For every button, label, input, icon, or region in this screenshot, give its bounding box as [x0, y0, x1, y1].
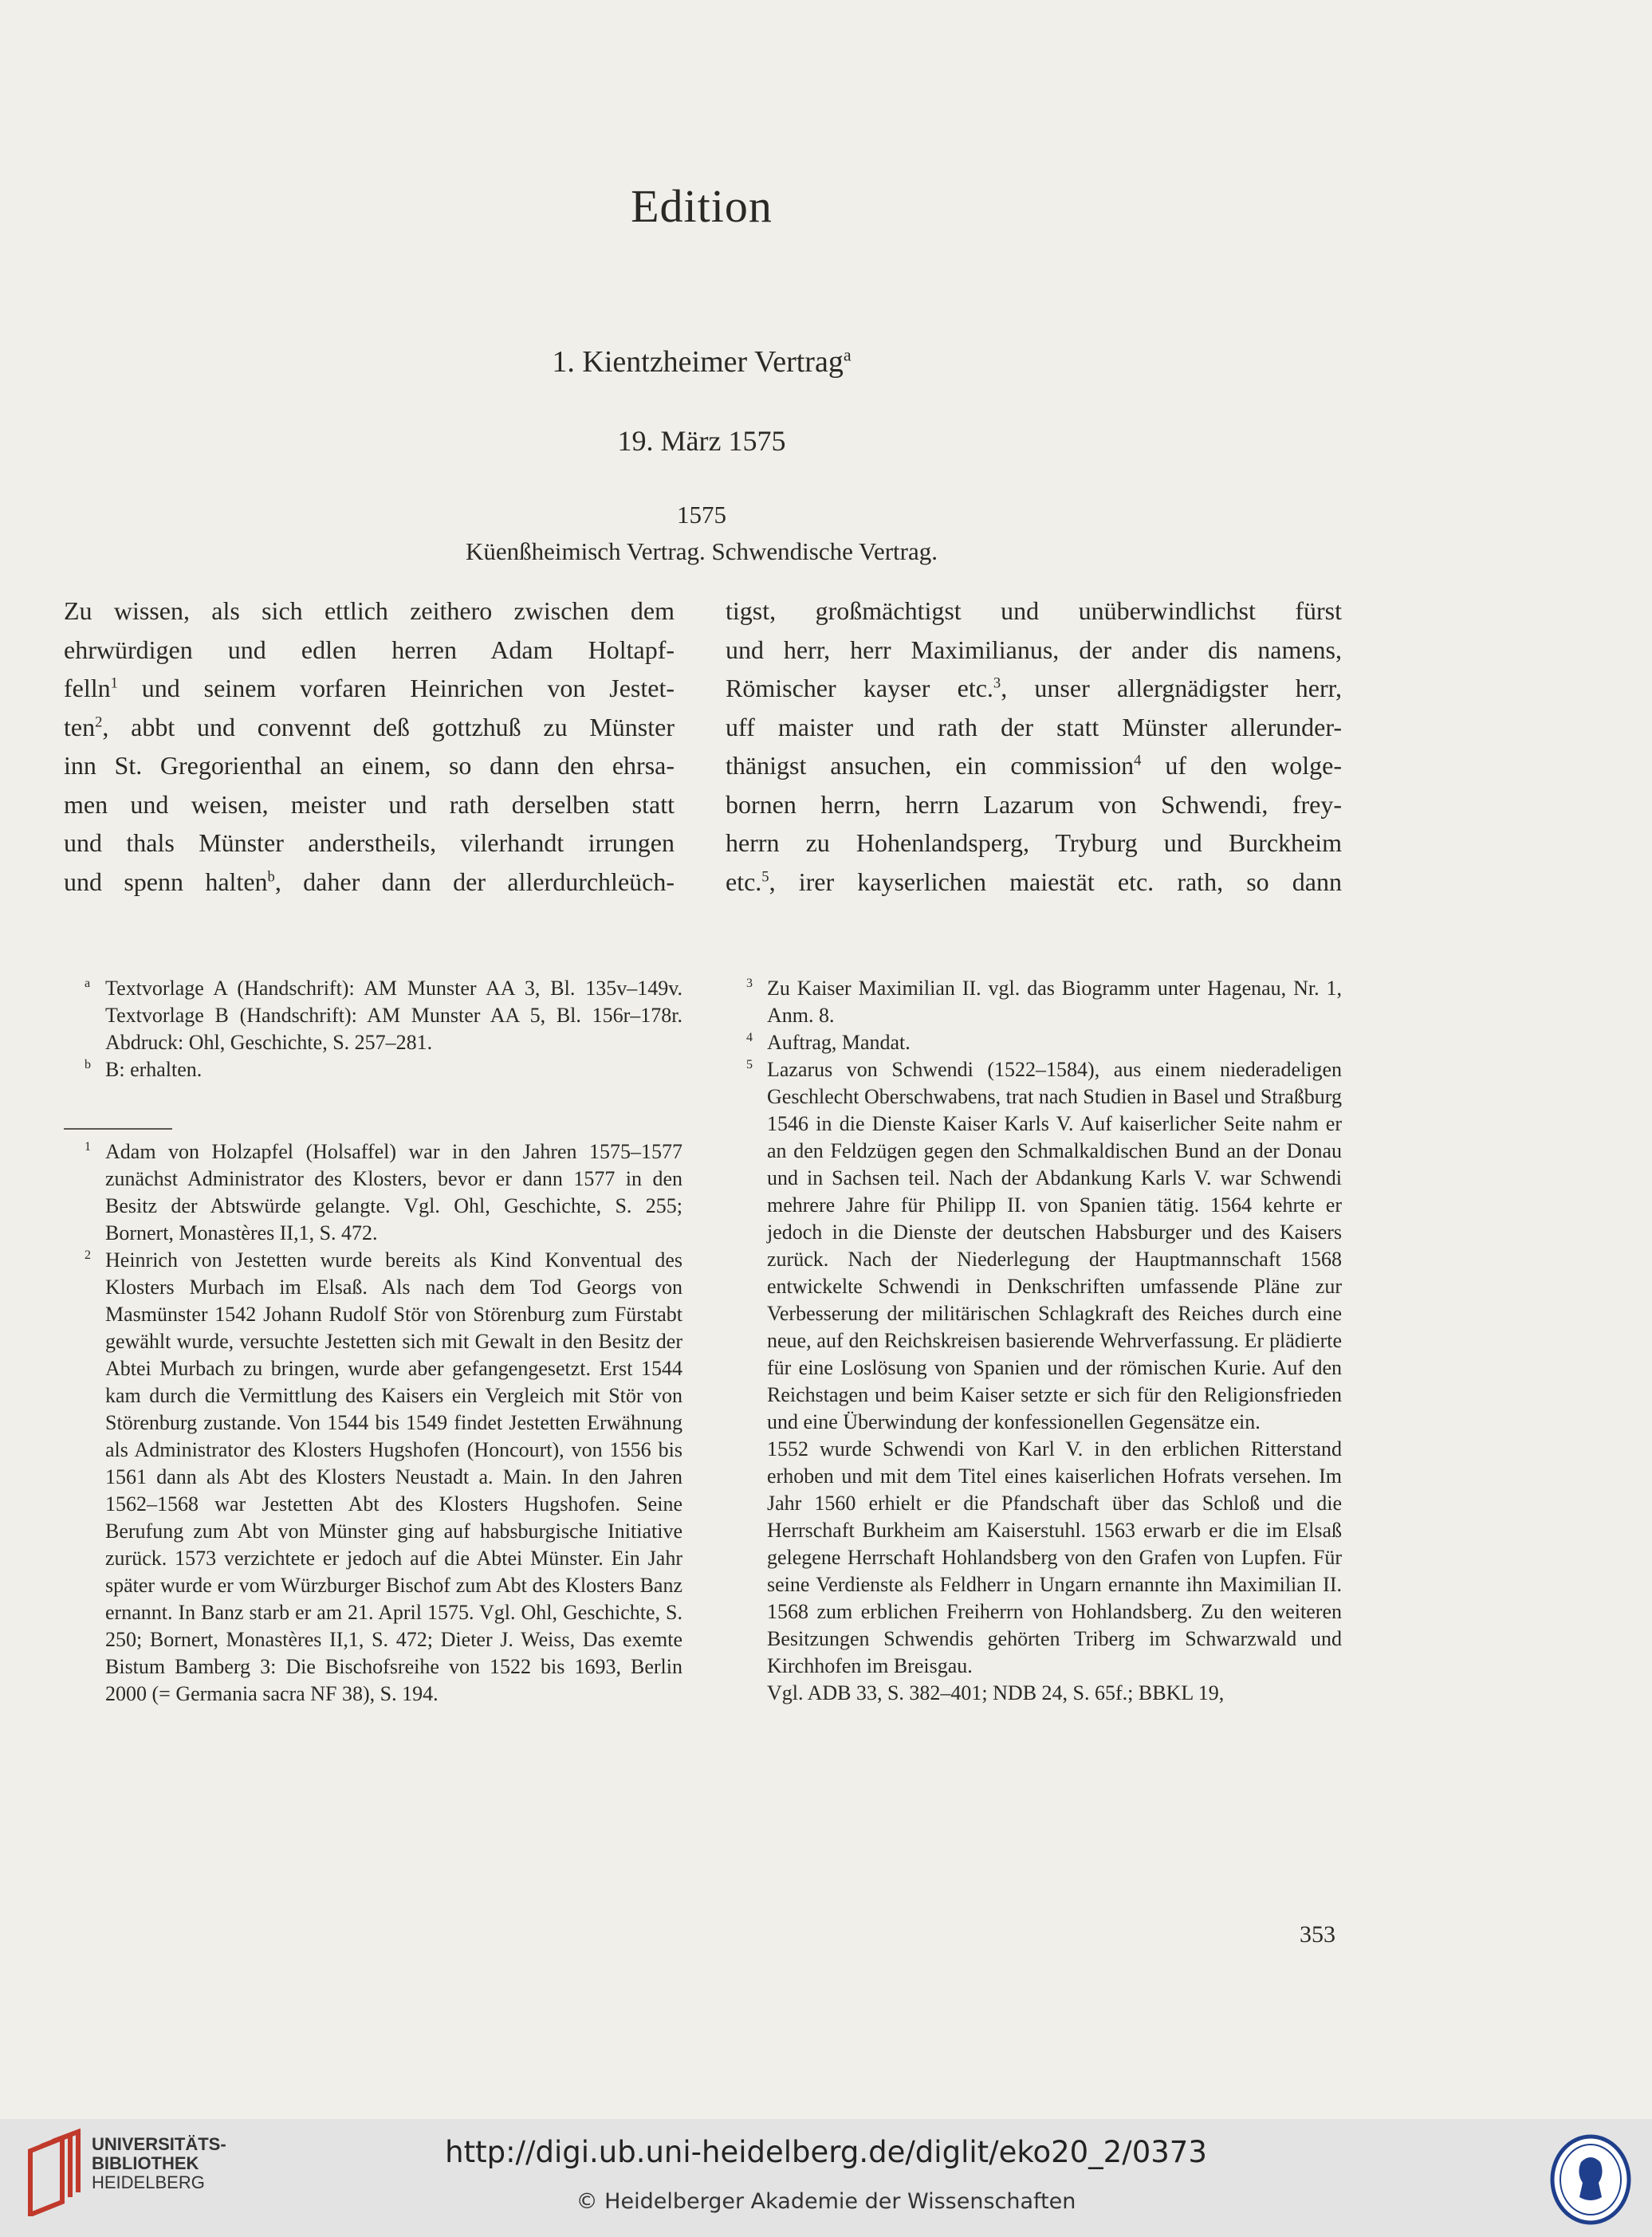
- footnote-divider: [64, 1128, 172, 1130]
- footnote-item: [64, 1056, 682, 1083]
- body-line: [64, 863, 675, 902]
- footnote-text: Adam von Holzapfel (Holsaffel) war in den Jahren 1575–1577 zunächst Administrator des Klosters, bevor er dann 1577 in den Besitz der Abtswürde gelangte. Vgl. Ohl, Geschichte, S. 255; Bornert, Monastères II,1, S. 472.: [105, 1140, 682, 1244]
- footnote-item: [726, 1680, 1342, 1707]
- line-text: ehrwürdigen und edlen herren Adam Holtapf-: [64, 635, 675, 664]
- body-line: [726, 785, 1342, 824]
- body-text-left: [64, 592, 675, 901]
- line-text: bornen herrn, herrn Lazarum von Schwendi, frey-: [726, 789, 1342, 819]
- academy-seal-icon[interactable]: [1549, 2133, 1632, 2226]
- line-text: tigst, großmächtigst und unüberwindlichst fürst: [726, 596, 1342, 625]
- line-text: men und weisen, meister und rath derselben statt: [64, 789, 675, 819]
- footnote-ref: 3: [993, 674, 1001, 692]
- line-text: felln: [64, 674, 111, 702]
- line-text: Zu wissen, als sich ettlich zeithero zwischen dem: [64, 596, 675, 625]
- logo-line-2: BIBLIOTHEK: [92, 2153, 199, 2173]
- footnote-item: [726, 1436, 1342, 1680]
- footnotes-left: [64, 1138, 682, 1708]
- body-line: [64, 708, 675, 747]
- footnote-ref: 5: [761, 867, 769, 885]
- footnote-item: [64, 1247, 682, 1708]
- footnote-item: [726, 1056, 1342, 1436]
- logo-line-3: HEIDELBERG: [92, 2172, 205, 2192]
- body-line: [726, 669, 1342, 708]
- line-text: inn St. Gregorienthal an einem, so dann den ehrsa-: [64, 751, 675, 780]
- footnote-text: Vgl. ADB 33, S. 382–401; NDB 24, S. 65f.; BBKL 19,: [767, 1681, 1225, 1704]
- footnote-ref: b: [267, 867, 275, 885]
- line-text: Römischer kayser etc.: [726, 674, 993, 702]
- body-line: [64, 592, 675, 631]
- body-line: [64, 824, 675, 863]
- footnote-item: [64, 1138, 682, 1247]
- body-line: [64, 746, 675, 785]
- footnote-item: [726, 1029, 1342, 1056]
- body-line: [64, 785, 675, 824]
- body-line: [726, 631, 1342, 670]
- copyright-notice: © Heidelberger Akademie der Wissenschaften: [576, 2189, 1076, 2214]
- line-text: uff maister und rath der statt Münster allerunder-: [726, 712, 1342, 741]
- page-title: Edition: [631, 180, 773, 232]
- line-text: und spenn halten: [64, 867, 268, 896]
- body-text-right: [726, 592, 1342, 901]
- line-text-cont: , abbt und convennt deß gottzhuß zu Münster: [102, 712, 675, 741]
- footnote-text: 1552 wurde Schwendi von Karl V. in den erblichen Ritterstand erhoben und mit dem Titel eines kaiserlichen Hofrats versehen. Im Jahr 1560 erhielt er die Pfandschaft über das Schloß und die Herrschaft Burkheim am Kaiserstuhl. 1563 erwarb er die im Elsaß gelegene Herrschaft Hohlandsberg von den Grafen von Lupfen. Für seine Verdienste als Feldherr in Ungarn ernannte ihn Maximilian II. 1568 zum erblichen Freiherrn von Hohlandsberg. Zu den weiteren Besitzungen Schwendis gehörten Triberg im Schwarzwald und Kirchhofen im Breisgau.: [767, 1437, 1342, 1677]
- body-line: [726, 746, 1342, 785]
- document-date: 19. März 1575: [617, 425, 786, 457]
- footnote-mark: 4: [746, 1031, 753, 1044]
- line-text-cont: , unser allergnädigster herr,: [1001, 674, 1343, 702]
- body-line: [726, 592, 1342, 631]
- line-text: etc.: [726, 867, 762, 896]
- document-alt-titles: Küenßheimisch Vertrag. Schwendische Vertrag.: [466, 537, 938, 565]
- footnote-mark: a: [85, 977, 91, 990]
- footnote-text: Textvorlage A (Handschrift): AM Munster AA 3, Bl. 135v–149v. Textvorlage B (Handschrift): AM Munster AA 5, Bl. 156r–178r. Abdruck: Ohl, Geschichte, S. 257–281.: [105, 977, 682, 1054]
- footnote-mark: b: [85, 1058, 91, 1071]
- footnote-text: Heinrich von Jestetten wurde bereits als Kind Konventual des Klosters Murbach im Elsaß. Als nach dem Tod Georgs von Masmünster 1542 Johann Rudolf Stör von Störenburg zum Fürstabt gewählt wurde, versuchte Jestetten sich mit Gewalt in den Besitz der Abtei Murbach zu bringen, wurde aber gefangengesetzt. Erst 1544 kam durch die Vermittlung des Kaisers ein Vergleich mit Stör von Störenburg zustande. Von 1544 bis 1549 findet Jestetten Erwähnung als Administrator des Klosters Hugshofen (Honcourt), von 1556 bis 1561 dann als Abt des Klosters Neustadt a. Main. In den Jahren 1562–1568 war Jestetten Abt des Klosters Hugshofen. Seine Berufung zum Abt von Münster ging auf habsburgische Initiative zurück. 1573 verzichtete er jedoch auf die Abtei Münster. Ein Jahr später wurde er vom Würzburger Bischof zum Abt des Klosters Banz ernannt. In Banz starb er am 21. April 1575. Vgl. Ohl, Geschichte, S. 250; Bornert, Monastères II,1, S. 472; Dieter J. Weiss, Das exemte Bistum Bamberg 3: Die Bischofsreihe von 1522 bis 1693, Berlin 2000 (= Germania sacra NF 38), S. 194.: [105, 1248, 682, 1705]
- heading-note-mark: a: [843, 344, 852, 365]
- line-text: und thals Münster anderstheils, vilerhandt irrungen: [64, 828, 675, 857]
- footnote-text: B: erhalten.: [105, 1058, 203, 1081]
- footnote-text: Zu Kaiser Maximilian II. vgl. das Biogramm unter Hagenau, Nr. 1, Anm. 8.: [767, 977, 1342, 1027]
- line-text-cont: , irer kayserlichen maiestät etc. rath, so dann: [769, 867, 1342, 896]
- heading-text: 1. Kientzheimer Vertrag: [552, 345, 844, 379]
- line-text: ten: [64, 712, 96, 741]
- footnote-text: Auftrag, Mandat.: [767, 1031, 911, 1054]
- footnote-ref: 1: [110, 674, 118, 692]
- body-line: [64, 631, 675, 670]
- line-text-cont: uf den wolge-: [1141, 751, 1343, 780]
- footnote-item: [64, 975, 682, 1056]
- line-text: thänigst ansuchen, ein commission: [726, 751, 1135, 780]
- body-line: [64, 669, 675, 708]
- footnote-mark: 5: [746, 1058, 753, 1071]
- body-line: [726, 863, 1342, 902]
- logo-line-1: UNIVERSITÄTS-: [92, 2134, 226, 2154]
- line-text: und herr, herr Maximilianus, der ander dis namens,: [726, 635, 1342, 664]
- footnote-mark: 3: [746, 977, 753, 990]
- body-line: [726, 824, 1342, 863]
- footnote-mark: 2: [85, 1248, 91, 1262]
- footnote-ref: 2: [95, 713, 103, 730]
- body-line: [726, 708, 1342, 747]
- line-text-cont: , daher dann der allerdurchleüch-: [274, 867, 675, 896]
- page-number: 353: [1300, 1921, 1335, 1948]
- textual-notes: [64, 975, 682, 1083]
- footnote-ref: 4: [1134, 752, 1142, 769]
- footnote-text: Lazarus von Schwendi (1522–1584), aus einem niederadeligen Geschlecht Oberschwabens, trat nach Studien in Basel und Straßburg 1546 in die Dienste Kaiser Karls V. Auf kaiserlicher Seite nahm er an den Feldzügen gegen den Schmalkaldischen Bund an der Donau und in Sachsen teil. Nach der Abdankung Karls V. war Schwendi mehrere Jahre für Philipp II. von Spanien tätig. 1564 kehrte er jedoch in die Dienste der deutschen Habsburger und des Kaisers zurück. Nach der Niederlegung der Hauptmannschaft 1568 entwickelte Schwendi in Denkschriften umfassende Pläne zur Verbesserung der militärischen Schlagkraft des Reiches durch eine neue, auf den Reichskreisen basierende Wehrverfassung. Er plädierte für eine Loslösung von Spanien und der römischen Kurie. Auf den Reichstagen und beim Kaiser setzte er sich für den Religionsfrieden und eine Überwindung der konfessionellen Gegensätze ein.: [767, 1058, 1342, 1433]
- line-text: herrn zu Hohenlandsperg, Tryburg und Burckheim: [726, 828, 1342, 857]
- document-year: 1575: [677, 501, 726, 529]
- line-text-cont: und seinem vorfaren Heinrichen von Jestet-: [117, 674, 675, 702]
- document-heading: [0, 344, 1403, 379]
- footnote-mark: 1: [85, 1140, 91, 1154]
- footnote-item: [726, 975, 1342, 1029]
- footnotes-right: [726, 975, 1342, 1707]
- permalink-url[interactable]: http://digi.ub.uni-heidelberg.de/diglit/eko20_2/0373: [445, 2135, 1207, 2169]
